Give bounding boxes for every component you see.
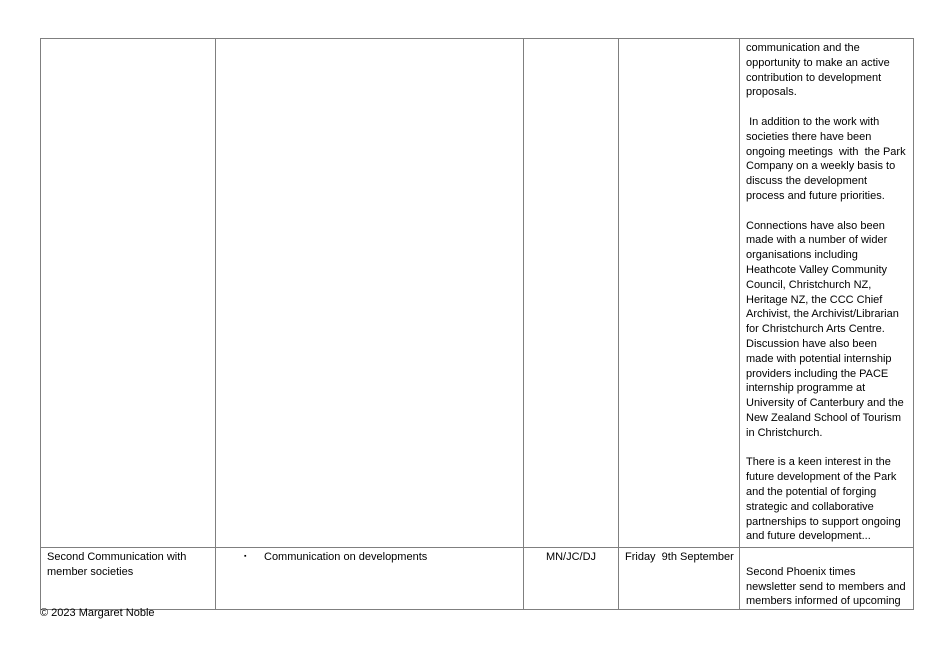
status-text: Second Phoenix times newsletter send to members and members informed of upcoming [746,565,906,608]
status-cell [740,39,914,548]
status-paragraph-4: There is a keen interest in the future development of the Park and the potential of forging strategic and collaborative partnerships to support ongoing and future development... [746,456,901,543]
action-list-item [222,550,517,565]
status-cell [740,548,914,610]
bullet-icon: ▪ [244,553,247,560]
status-paragraph-1: communication and the opportunity to make an active contribution to development proposals. [746,42,890,99]
action-cell [216,39,524,548]
date-cell: Friday 9th September [619,548,740,610]
table-row [41,548,914,610]
responsible-cell [524,39,619,548]
date-cell [619,39,740,548]
status-spacer [746,550,907,565]
status-paragraph-2: In addition to the work with societies there have been ongoing meetings with the Park Company on a weekly basis to discuss the development process and future priorities. [746,115,909,202]
action-text: Communication on developments [264,551,428,563]
table-row [41,39,914,548]
status-paragraph-3: Connections have also been made with a number of wider organisations including Heathcote Valley Community Council, Christchurch NZ, Heritage NZ, the CCC Chief Archivist, the Archivist/Librarian for Christchurch Arts Centre. Discussion have also been made with potential internship providers including the PACE internship programme at University of Canterbury and the New Zealand School of Tourism in Christchurch. [746,219,904,439]
responsible-cell: MN/JC/DJ [524,548,619,610]
task-cell: Second Communication with member societies [41,548,216,610]
task-cell [41,39,216,548]
action-cell [216,548,524,610]
copyright-footer: © 2023 Margaret Noble [40,607,155,619]
action-plan-table [40,38,914,610]
